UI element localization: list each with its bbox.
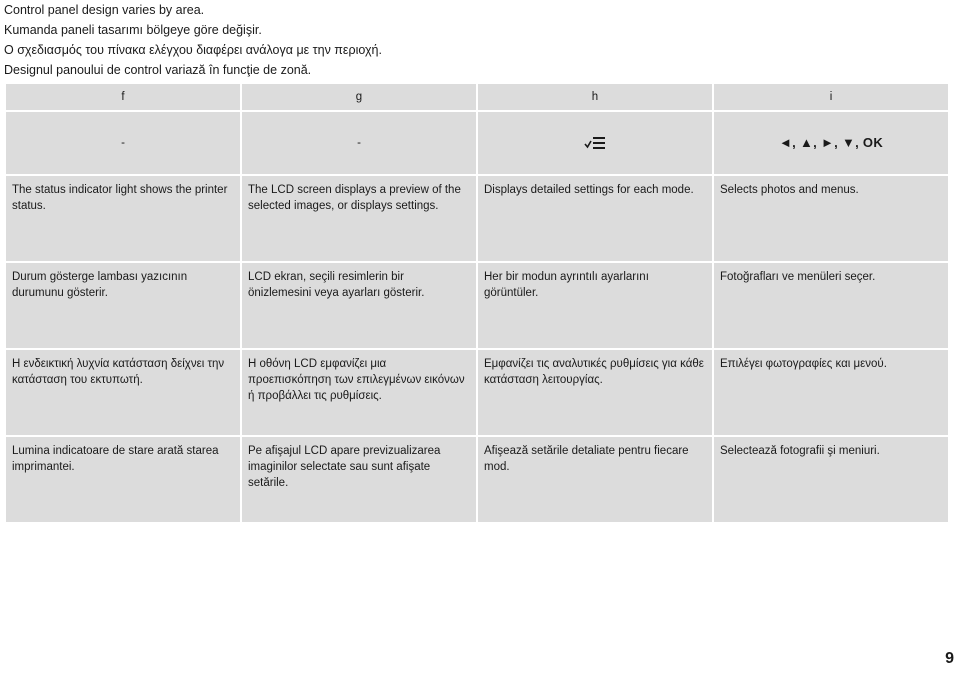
area-notes: [4, 0, 382, 80]
nav-buttons-label: ◄, ▲, ►, ▼, OK: [778, 134, 884, 150]
note-en: Control panel design varies by area.: [4, 3, 205, 17]
desc-en-g: The LCD screen displays a preview of the selected images, or displays settings.: [242, 176, 476, 261]
desc-el-g: Η οθόνη LCD εμφανίζει μια προεπισκόπηση των επιλεγμένων εικόνων ή προβάλλει τις ρυθμίσεις.: [242, 350, 476, 435]
desc-tr-i: Fotoğrafları ve menüleri seçer.: [714, 263, 948, 348]
description-row-tr: [6, 263, 948, 348]
desc-ro-g: Pe afişajul LCD apare previzualizarea imaginilor selectate sau sunt afişate setările.: [242, 437, 476, 522]
column-key-g: g: [242, 84, 476, 110]
note-el: Ο σχεδιασμός του πίνακα ελέγχου διαφέρει ανάλογα με την περιοχή.: [4, 43, 382, 57]
column-key-h: h: [478, 84, 712, 110]
button-h: [478, 112, 712, 174]
desc-el-i: Επιλέγει φωτογραφίες και μενού.: [714, 350, 948, 435]
description-row-en: [6, 176, 948, 261]
note-tr: Kumanda paneli tasarımı bölgeye göre değişir.: [4, 23, 262, 37]
desc-ro-i: Selectează fotografii şi meniuri.: [714, 437, 948, 522]
desc-ro-h: Afişează setările detaliate pentru fiecare mod.: [478, 437, 712, 522]
column-key-f: f: [6, 84, 240, 110]
page-number: 9: [945, 650, 954, 667]
desc-tr-h: Her bir modun ayrıntılı ayarlarını görüntüler.: [478, 263, 712, 348]
desc-el-h: Εμφανίζει τις αναλυτικές ρυθμίσεις για κάθε κατάσταση λειτουργίας.: [478, 350, 712, 435]
button-f: -: [6, 112, 240, 174]
column-key-i: i: [714, 84, 948, 110]
desc-tr-g: LCD ekran, seçili resimlerin bir önizlemesini veya ayarları gösterir.: [242, 263, 476, 348]
button-i: [714, 112, 948, 174]
settings-list-icon: [584, 137, 606, 149]
button-g: -: [242, 112, 476, 174]
desc-tr-f: Durum gösterge lambası yazıcının durumunu gösterir.: [6, 263, 240, 348]
control-panel-table: [4, 82, 950, 524]
header-row: [6, 84, 948, 110]
description-row-ro: [6, 437, 948, 522]
description-row-el: [6, 350, 948, 435]
desc-en-f: The status indicator light shows the printer status.: [6, 176, 240, 261]
desc-en-i: Selects photos and menus.: [714, 176, 948, 261]
button-row: [6, 112, 948, 174]
desc-el-f: Η ενδεικτική λυχνία κατάσταση δείχνει την κατάσταση του εκτυπωτή.: [6, 350, 240, 435]
note-ro: Designul panoului de control variază în funcţie de zonă.: [4, 63, 312, 77]
desc-ro-f: Lumina indicatoare de stare arată starea imprimantei.: [6, 437, 240, 522]
desc-en-h: Displays detailed settings for each mode.: [478, 176, 712, 261]
